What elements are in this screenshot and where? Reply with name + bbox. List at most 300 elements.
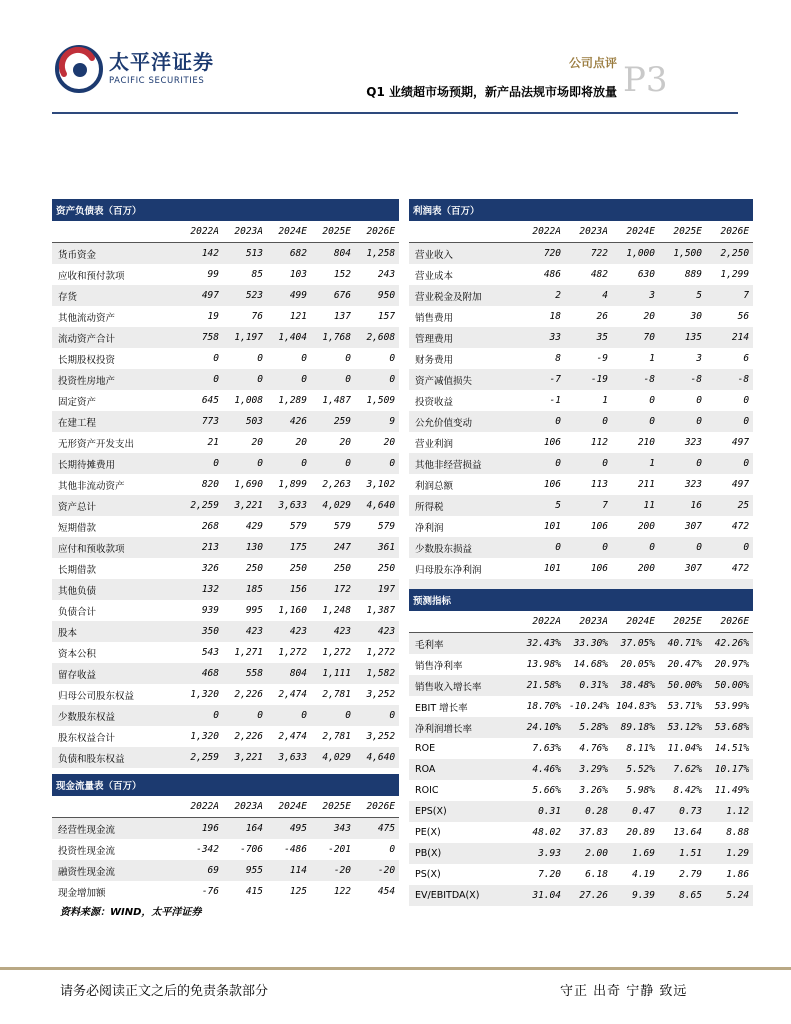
table-row bbox=[409, 432, 753, 453]
table-title: 利润表（百万） bbox=[409, 199, 753, 221]
row-label: 利润总额 bbox=[415, 480, 454, 492]
table-row bbox=[52, 369, 399, 390]
row-value: 137 bbox=[333, 311, 351, 322]
row-value: 70 bbox=[612, 327, 659, 348]
row-value: 2,250 bbox=[706, 243, 753, 265]
row-label: 固定资产 bbox=[58, 396, 97, 408]
row-value: 106 bbox=[543, 437, 561, 448]
row-value: 250 bbox=[333, 563, 351, 574]
table-title: 现金流量表（百万） bbox=[52, 774, 399, 796]
row-value: 69 bbox=[179, 860, 223, 881]
row-value: 13.98% bbox=[526, 659, 561, 670]
row-value: 200 bbox=[637, 521, 655, 532]
row-label: 营业利润 bbox=[415, 438, 454, 450]
row-value: -10.24% bbox=[569, 701, 610, 712]
row-label: 营业税金及附加 bbox=[409, 285, 518, 306]
table-row bbox=[409, 885, 753, 906]
row-value: 3,633 bbox=[267, 495, 311, 516]
logo-chinese-name: 太平洋证券 bbox=[109, 50, 214, 74]
row-label: ROA bbox=[409, 759, 518, 780]
row-value: 53.68% bbox=[706, 717, 753, 738]
table-title-row bbox=[52, 774, 399, 796]
row-value: 48.02 bbox=[532, 827, 561, 838]
row-label: 长期股权投资 bbox=[58, 354, 116, 366]
row-value: 21.58% bbox=[518, 675, 565, 696]
row-value: 0 bbox=[389, 353, 396, 364]
row-value: 32.43% bbox=[518, 633, 565, 655]
row-value: 0 bbox=[706, 411, 753, 432]
row-value: 125 bbox=[289, 886, 307, 897]
row-value: 38.48% bbox=[612, 675, 659, 696]
table-row bbox=[52, 600, 399, 621]
row-label: 存货 bbox=[52, 285, 179, 306]
table-row bbox=[409, 843, 753, 864]
table-row bbox=[409, 243, 753, 265]
row-label: 应收和预付款项 bbox=[58, 270, 125, 282]
row-value: -76 bbox=[201, 886, 219, 897]
row-value: 350 bbox=[179, 621, 223, 642]
row-value: 16 bbox=[659, 495, 706, 516]
row-value: 323 bbox=[684, 479, 702, 490]
disclaimer-text: 请务必阅读正文之后的免责条款部分 bbox=[60, 984, 269, 999]
row-value: 24.10% bbox=[518, 717, 565, 738]
row-label: 负债合计 bbox=[58, 606, 97, 618]
row-label: 资产减值损失 bbox=[409, 369, 518, 390]
row-value: 14.51% bbox=[714, 743, 750, 754]
row-value: 142 bbox=[179, 243, 223, 265]
data-source-note: 资料来源：WIND，太平洋证券 bbox=[60, 907, 202, 918]
row-value: 11.04% bbox=[667, 743, 702, 754]
row-label: PS(X) bbox=[415, 869, 441, 880]
footer-rule bbox=[0, 967, 791, 970]
row-label: EV/EBITDA(X) bbox=[409, 885, 518, 906]
row-value: 429 bbox=[245, 521, 263, 532]
row-value: 3.93 bbox=[518, 843, 565, 864]
row-value: 2,263 bbox=[322, 479, 351, 490]
row-value: 0 bbox=[267, 705, 311, 726]
row-value: 8.65 bbox=[659, 885, 706, 906]
row-value: 53.12% bbox=[659, 717, 706, 738]
row-label: 归母公司股东权益 bbox=[58, 690, 135, 702]
row-value: 1.86 bbox=[726, 869, 750, 880]
row-value: 486 bbox=[543, 269, 561, 280]
row-value: 0 bbox=[213, 353, 219, 364]
cashflow-table bbox=[52, 774, 399, 902]
row-label: 其他负债 bbox=[52, 579, 179, 600]
row-label: 投资性现金流 bbox=[58, 845, 116, 857]
row-value: 0 bbox=[565, 411, 612, 432]
row-label: 应付和预收款项 bbox=[52, 537, 179, 558]
row-value: 499 bbox=[267, 285, 311, 306]
table-row bbox=[409, 495, 753, 516]
row-value: 1,272 bbox=[366, 647, 396, 658]
row-value: 0 bbox=[389, 844, 396, 855]
row-value: 259 bbox=[311, 411, 355, 432]
year-header: 2024E bbox=[612, 611, 659, 633]
table-row bbox=[52, 495, 399, 516]
row-label: 其他非经营损益 bbox=[409, 453, 518, 474]
row-label: 营业收入 bbox=[409, 243, 518, 265]
table-row bbox=[409, 453, 753, 474]
row-value: 2,474 bbox=[278, 689, 307, 700]
row-value: 1,197 bbox=[223, 327, 267, 348]
row-value: 820 bbox=[201, 479, 219, 490]
row-value: 6 bbox=[743, 353, 750, 364]
row-value: 1 bbox=[602, 395, 608, 406]
row-value: 415 bbox=[245, 886, 263, 897]
table-row bbox=[409, 822, 753, 843]
row-value: 30 bbox=[690, 311, 702, 322]
row-value: 4.46% bbox=[518, 759, 565, 780]
row-value: 3,633 bbox=[267, 747, 311, 768]
row-value: 475 bbox=[355, 818, 399, 840]
year-header-blank bbox=[409, 221, 518, 243]
row-value: 164 bbox=[223, 818, 267, 840]
row-value: 10.17% bbox=[706, 759, 753, 780]
year-header: 2024E bbox=[612, 221, 659, 243]
row-value: 955 bbox=[223, 860, 267, 881]
row-value: 103 bbox=[289, 269, 307, 280]
table-row bbox=[409, 654, 753, 675]
row-value: 630 bbox=[637, 269, 655, 280]
forecast-indicators-table bbox=[409, 589, 753, 906]
row-value: 4,640 bbox=[355, 495, 399, 516]
row-value: 939 bbox=[201, 605, 219, 616]
row-value: 1,320 bbox=[190, 731, 219, 742]
row-value: 76 bbox=[251, 311, 263, 322]
row-label: 归母股东净利润 bbox=[415, 564, 482, 576]
year-header-blank bbox=[52, 221, 179, 243]
table-row bbox=[409, 537, 753, 558]
row-value: 323 bbox=[684, 437, 702, 448]
row-value: 1,008 bbox=[234, 395, 263, 406]
table-row bbox=[409, 558, 753, 579]
row-value: 40.71% bbox=[659, 633, 706, 655]
year-header: 2023A bbox=[565, 221, 612, 243]
row-label: EBIT 增长率 bbox=[415, 702, 468, 714]
row-value: 3 bbox=[612, 285, 659, 306]
row-value: 42.26% bbox=[706, 633, 753, 655]
row-label: 留存收益 bbox=[52, 663, 179, 684]
row-value: 185 bbox=[223, 579, 267, 600]
row-value: 804 bbox=[267, 663, 311, 684]
table-row bbox=[52, 516, 399, 537]
row-value: 7 bbox=[565, 495, 612, 516]
row-label: ROIC bbox=[415, 785, 439, 796]
row-label: 少数股东权益 bbox=[52, 705, 179, 726]
row-value: 37.83 bbox=[579, 827, 608, 838]
row-value: 8.88 bbox=[726, 827, 750, 838]
row-value: 6.18 bbox=[585, 869, 608, 880]
report-type: 公司点评 bbox=[568, 56, 617, 70]
row-value: 101 bbox=[543, 521, 561, 532]
row-value: 0 bbox=[706, 537, 753, 558]
row-value: 0 bbox=[565, 537, 612, 558]
row-value: 1.69 bbox=[612, 843, 659, 864]
row-value: 1.12 bbox=[706, 801, 753, 822]
row-value: 50.00% bbox=[659, 675, 706, 696]
table-row bbox=[52, 684, 399, 705]
row-value: 0 bbox=[355, 453, 399, 474]
row-label: 财务费用 bbox=[415, 354, 454, 366]
row-value: 0 bbox=[659, 537, 706, 558]
row-value: 18.70% bbox=[526, 701, 561, 712]
year-header: 2025E bbox=[659, 221, 706, 243]
row-label: EPS(X) bbox=[409, 801, 518, 822]
row-value: 0 bbox=[659, 453, 706, 474]
row-value: 804 bbox=[311, 243, 355, 265]
table-row bbox=[409, 516, 753, 537]
row-value: 53.71% bbox=[667, 701, 702, 712]
row-value: 1,258 bbox=[355, 243, 399, 265]
table-title-row bbox=[409, 199, 753, 221]
row-label: ROE bbox=[415, 743, 436, 754]
row-value: 0 bbox=[223, 705, 267, 726]
report-title: Q1 业绩超市场预期，新产品法规市场即将放量 bbox=[366, 85, 617, 99]
row-value: 307 bbox=[684, 521, 702, 532]
row-value: 4,029 bbox=[311, 747, 355, 768]
row-value: 1,387 bbox=[366, 605, 396, 616]
page-number: P3 bbox=[623, 60, 668, 100]
row-value: 5.66% bbox=[532, 785, 561, 796]
row-label: 营业成本 bbox=[415, 270, 454, 282]
row-value: 579 bbox=[289, 521, 307, 532]
table-row bbox=[52, 390, 399, 411]
table-row bbox=[409, 306, 753, 327]
row-value: 104.83% bbox=[616, 701, 657, 712]
income-statement-table bbox=[409, 199, 753, 600]
table-row bbox=[52, 411, 399, 432]
row-value: 0 bbox=[301, 353, 307, 364]
table-row bbox=[52, 621, 399, 642]
row-value: 0 bbox=[311, 705, 355, 726]
row-value: 0 bbox=[257, 353, 263, 364]
row-label: 股本 bbox=[52, 621, 179, 642]
row-value: 7.63% bbox=[532, 743, 561, 754]
row-label: 销售费用 bbox=[415, 312, 454, 324]
row-value: 250 bbox=[377, 563, 396, 574]
row-value: 7 bbox=[706, 285, 753, 306]
table-row bbox=[409, 390, 753, 411]
row-value: 157 bbox=[377, 311, 396, 322]
row-value: 0 bbox=[518, 411, 565, 432]
table-row bbox=[409, 864, 753, 885]
row-value: 0 bbox=[267, 453, 311, 474]
row-value: 1,289 bbox=[278, 395, 307, 406]
year-header: 2023A bbox=[565, 611, 612, 633]
row-value: 1,899 bbox=[278, 479, 307, 490]
row-value: 543 bbox=[201, 647, 219, 658]
row-value: 8.42% bbox=[673, 785, 702, 796]
row-label: PB(X) bbox=[409, 843, 518, 864]
row-value: 1,111 bbox=[311, 663, 355, 684]
row-value: 9.39 bbox=[612, 885, 659, 906]
table-row bbox=[52, 663, 399, 684]
row-value: 0 bbox=[345, 353, 351, 364]
row-value: 2 bbox=[518, 285, 565, 306]
row-value: 0.31% bbox=[565, 675, 612, 696]
row-value: 25 bbox=[706, 495, 753, 516]
row-value: 645 bbox=[201, 395, 219, 406]
row-value: 114 bbox=[267, 860, 311, 881]
row-value: -19 bbox=[565, 369, 612, 390]
row-value: -486 bbox=[284, 844, 307, 855]
row-value: -706 bbox=[240, 844, 263, 855]
row-value: 0.31 bbox=[518, 801, 565, 822]
logo-english-name: PACIFIC SECURITIES bbox=[109, 76, 205, 86]
row-value: 175 bbox=[267, 537, 311, 558]
row-value: 579 bbox=[377, 521, 396, 532]
table-row bbox=[52, 432, 399, 453]
row-value: 2.79 bbox=[679, 869, 702, 880]
row-label: 负债和股东权益 bbox=[52, 747, 179, 768]
company-logo bbox=[54, 42, 214, 102]
row-value: 5 bbox=[518, 495, 565, 516]
row-value: 0 bbox=[311, 369, 355, 390]
table-row bbox=[52, 285, 399, 306]
row-value: 101 bbox=[543, 563, 561, 574]
year-header: 2024E bbox=[267, 796, 311, 818]
row-value: 0.28 bbox=[565, 801, 612, 822]
row-value: -8 bbox=[659, 369, 706, 390]
row-value: 1.29 bbox=[706, 843, 753, 864]
row-value: 20 bbox=[295, 437, 307, 448]
row-value: 21 bbox=[207, 437, 219, 448]
row-value: 106 bbox=[543, 479, 561, 490]
row-value: -8 bbox=[706, 369, 753, 390]
row-value: 1,404 bbox=[267, 327, 311, 348]
table-row bbox=[52, 243, 399, 265]
row-value: 758 bbox=[179, 327, 223, 348]
row-value: 497 bbox=[731, 479, 750, 490]
table-row bbox=[52, 453, 399, 474]
row-value: 27.26 bbox=[565, 885, 612, 906]
table-row bbox=[409, 801, 753, 822]
row-value: 0 bbox=[612, 411, 659, 432]
year-header: 2026E bbox=[706, 221, 753, 243]
row-value: 0 bbox=[518, 453, 565, 474]
row-value: 7.20 bbox=[538, 869, 561, 880]
row-value: 4.19 bbox=[632, 869, 655, 880]
row-value: 0 bbox=[223, 369, 267, 390]
table-title: 预测指标 bbox=[409, 589, 753, 611]
row-value: 1,320 bbox=[190, 689, 219, 700]
year-header-row bbox=[52, 221, 399, 243]
row-value: 513 bbox=[223, 243, 267, 265]
row-value: 472 bbox=[731, 521, 750, 532]
row-value: 197 bbox=[355, 579, 399, 600]
row-value: 5.52% bbox=[612, 759, 659, 780]
table-title: 资产负债表（百万） bbox=[52, 199, 399, 221]
row-value: 113 bbox=[590, 479, 608, 490]
year-header: 2023A bbox=[223, 221, 267, 243]
row-value: 132 bbox=[179, 579, 223, 600]
year-header: 2022A bbox=[179, 221, 223, 243]
row-value: 0 bbox=[179, 369, 223, 390]
year-header: 2025E bbox=[659, 611, 706, 633]
row-value: 3,252 bbox=[366, 689, 396, 700]
table-title-row bbox=[52, 199, 399, 221]
row-value: 33.30% bbox=[565, 633, 612, 655]
row-label: 管理费用 bbox=[409, 327, 518, 348]
row-value: 1,690 bbox=[234, 479, 263, 490]
row-value: 682 bbox=[267, 243, 311, 265]
row-value: 0 bbox=[267, 369, 311, 390]
table-row bbox=[409, 738, 753, 759]
row-value: 268 bbox=[201, 521, 219, 532]
row-value: 20.89 bbox=[626, 827, 655, 838]
row-value: 121 bbox=[289, 311, 307, 322]
table-row bbox=[52, 726, 399, 747]
row-value: 2,259 bbox=[179, 495, 223, 516]
row-label: 其他非流动资产 bbox=[58, 480, 125, 492]
year-header: 2022A bbox=[518, 611, 565, 633]
row-value: 2,781 bbox=[322, 731, 351, 742]
row-value: 5 bbox=[659, 285, 706, 306]
row-value: 454 bbox=[377, 886, 396, 897]
row-value: 1,509 bbox=[366, 395, 396, 406]
row-value: -20 bbox=[355, 860, 399, 881]
row-label: 在建工程 bbox=[52, 411, 179, 432]
row-value: 0 bbox=[223, 453, 267, 474]
year-header: 2026E bbox=[706, 611, 753, 633]
row-value: 18 bbox=[549, 311, 561, 322]
table-title-row bbox=[409, 589, 753, 611]
year-header: 2024E bbox=[267, 221, 311, 243]
row-value: 247 bbox=[311, 537, 355, 558]
row-value: 1,299 bbox=[720, 269, 750, 280]
row-value: 3.26% bbox=[579, 785, 608, 796]
row-label: 股东权益合计 bbox=[58, 732, 116, 744]
row-value: 1,582 bbox=[355, 663, 399, 684]
row-value: 106 bbox=[590, 563, 608, 574]
row-value: 497 bbox=[731, 437, 750, 448]
row-value: 722 bbox=[565, 243, 612, 265]
row-value: 4,640 bbox=[355, 747, 399, 768]
row-label: 短期借款 bbox=[58, 522, 97, 534]
row-value: 20 bbox=[339, 437, 351, 448]
row-value: 1,500 bbox=[659, 243, 706, 265]
row-label: 其他流动资产 bbox=[58, 312, 116, 324]
row-value: 423 bbox=[267, 621, 311, 642]
table-row bbox=[52, 306, 399, 327]
row-value: 250 bbox=[245, 563, 263, 574]
row-value: 20.47% bbox=[667, 659, 702, 670]
row-label: 流动资产合计 bbox=[52, 327, 179, 348]
row-value: -7 bbox=[518, 369, 565, 390]
table-row bbox=[409, 348, 753, 369]
row-value: 250 bbox=[289, 563, 307, 574]
row-value: 1,000 bbox=[612, 243, 659, 265]
row-value: 0 bbox=[518, 537, 565, 558]
row-label: 资本公积 bbox=[58, 648, 97, 660]
row-value: 0 bbox=[706, 453, 753, 474]
row-value: 2,474 bbox=[278, 731, 307, 742]
row-value: 326 bbox=[201, 563, 219, 574]
row-value: 2,608 bbox=[355, 327, 399, 348]
row-value: 1,272 bbox=[322, 647, 351, 658]
year-header-blank bbox=[409, 611, 518, 633]
row-value: 85 bbox=[251, 269, 263, 280]
row-value: 1,487 bbox=[322, 395, 351, 406]
row-value: 99 bbox=[207, 269, 219, 280]
row-label: 少数股东损益 bbox=[409, 537, 518, 558]
table-row bbox=[52, 558, 399, 579]
row-value: 7.62% bbox=[659, 759, 706, 780]
row-value: 0 bbox=[659, 411, 706, 432]
row-value: 2,259 bbox=[179, 747, 223, 768]
row-value: 995 bbox=[245, 605, 263, 616]
